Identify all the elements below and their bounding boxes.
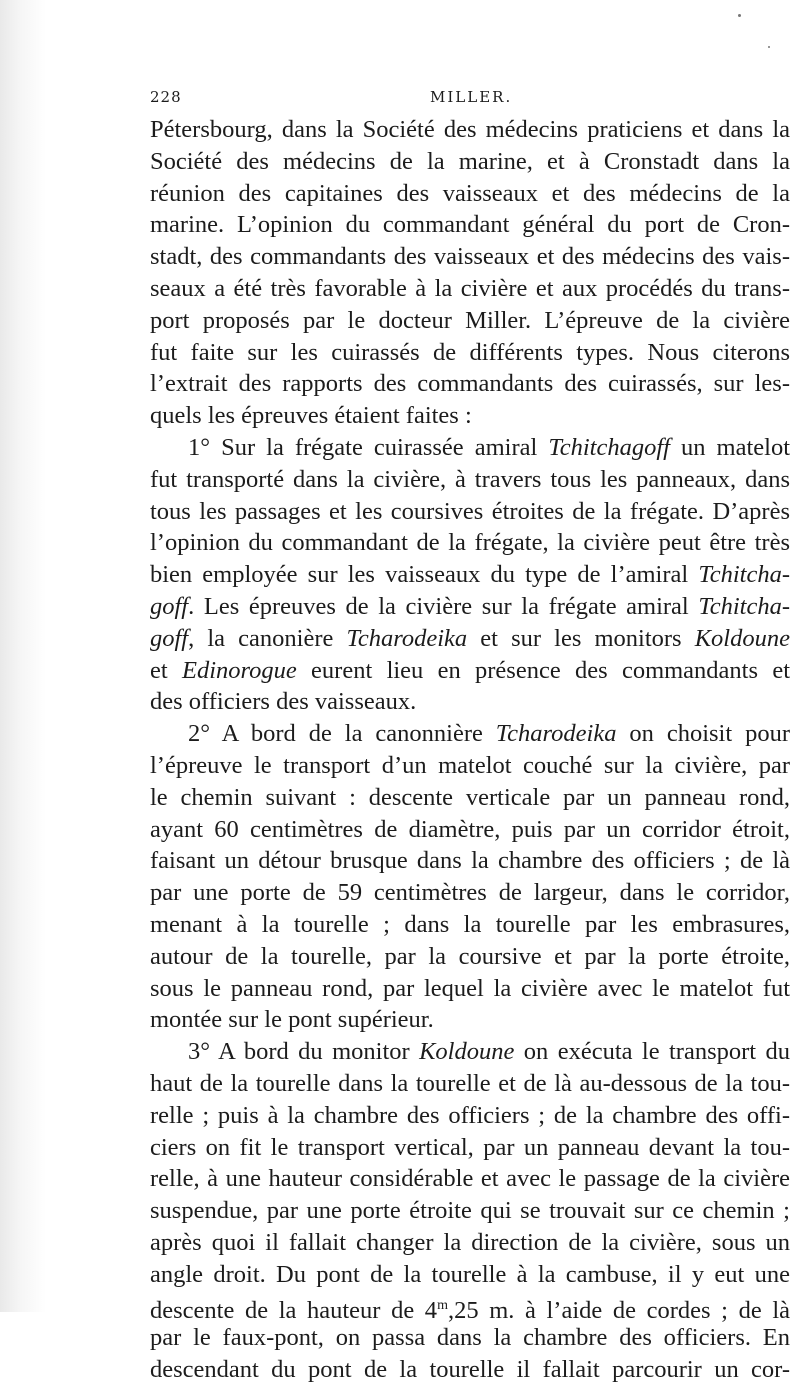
- text-line: [150, 559, 790, 591]
- text-line: [150, 432, 790, 464]
- text-line: [150, 1354, 790, 1386]
- text-run: quels les épreuves étaient faites :: [150, 402, 472, 430]
- text-line: [150, 1163, 790, 1195]
- text-run: réunion des capitaines des vaisseaux et des médecins de la: [150, 179, 790, 207]
- text-line: [150, 1100, 790, 1132]
- text-run: bien employée sur les vaisseaux du type de l’amiral: [150, 561, 699, 589]
- text-run: fut transporté dans la civière, à travers tous les panneaux, dans: [150, 465, 790, 493]
- body-text: [150, 114, 790, 1386]
- text-line: [150, 1036, 790, 1068]
- text-line: [150, 909, 790, 941]
- text-line: [150, 591, 790, 623]
- ship-name: goff: [150, 624, 189, 652]
- text-run: tous les passages et les coursives étroites de la frégate. D’après: [150, 497, 790, 525]
- text-line: [150, 941, 790, 973]
- text-run: haut de la tourelle dans la tourelle et de là au-dessous de la tou-: [150, 1069, 790, 1097]
- text-line: [150, 845, 790, 877]
- text-line: [150, 114, 790, 146]
- text-line: [150, 686, 790, 718]
- text-line: [150, 623, 790, 655]
- text-line: [150, 400, 790, 432]
- text-run: . Les épreuves de la civière sur la frégate amiral: [188, 592, 699, 620]
- text-run: 3° A bord du monitor: [188, 1038, 420, 1066]
- text-run: relle, à une hauteur considérable et avec le passage de la civière: [150, 1165, 790, 1193]
- page-header: [150, 88, 790, 112]
- text-line: [150, 1322, 790, 1354]
- ship-name: Tcharodeika: [346, 624, 468, 652]
- ship-name: goff: [150, 592, 189, 620]
- page-number: 228: [150, 88, 182, 106]
- text-run: seaux a été très favorable à la civière et aux procédés du trans-: [150, 274, 790, 302]
- text-line: [150, 273, 790, 305]
- text-run: des officiers des vaisseaux.: [150, 688, 417, 716]
- text-line: [150, 1259, 790, 1291]
- text-line: [150, 305, 790, 337]
- text-line: [150, 464, 790, 496]
- text-run: montée sur le pont supérieur.: [150, 1006, 434, 1034]
- text-line: [150, 973, 790, 1005]
- text-line: [150, 718, 790, 750]
- text-line: [150, 750, 790, 782]
- text-line: [150, 1195, 790, 1227]
- text-run: ciers on fit le transport vertical, par un panneau devant la tou-: [150, 1133, 790, 1161]
- text-line: [150, 1004, 790, 1036]
- text-run: après quoi il fallait changer la direction de la civière, sous un: [150, 1228, 790, 1256]
- text-run: l’extrait des rapports des commandants des cuirassés, sur les-: [150, 370, 790, 398]
- text-line: [150, 1227, 790, 1259]
- text-run: , la canonière: [188, 624, 347, 652]
- text-line: [150, 337, 790, 369]
- text-run: sous le panneau rond, par lequel la civière avec le matelot fut: [150, 974, 790, 1002]
- ship-name: Tchitcha-: [698, 592, 790, 620]
- text-run: et: [150, 656, 182, 684]
- text-line: [150, 368, 790, 400]
- text-run: Société des médecins de la marine, et à Cronstadt dans la: [150, 147, 790, 175]
- text-line: [150, 877, 790, 909]
- text-run: ayant 60 centimètres de diamètre, puis par un corridor étroit,: [150, 815, 790, 843]
- text-run: port proposés par le docteur Miller. L’épreuve de la civière: [150, 306, 790, 334]
- text-run: on choisit pour: [616, 720, 790, 748]
- text-run: faisant un détour brusque dans la chambre des officiers ; de là: [150, 847, 790, 875]
- text-line: [150, 496, 790, 528]
- text-line: [150, 241, 790, 273]
- ship-name: Edinorogue: [181, 656, 297, 684]
- text-run: marine. L’opinion du commandant général du port de Cron-: [150, 211, 790, 239]
- text-run: l’opinion du commandant de la frégate, la civière peut être très: [150, 529, 790, 557]
- text-run: angle droit. Du pont de la tourelle à la cambuse, il y eut une: [150, 1260, 790, 1288]
- running-title: MILLER.: [430, 88, 513, 106]
- text-run: l’épreuve le transport d’un matelot couché sur la civière, par: [150, 751, 790, 779]
- text-run: on exécuta le transport du: [514, 1038, 791, 1066]
- text-run: eurent lieu en présence des commandants et: [296, 656, 791, 684]
- ship-name: Tchitchagoff: [548, 433, 670, 461]
- text-line: [150, 782, 790, 814]
- text-run: ,25 m. à l’aide de cordes ; de là: [447, 1297, 790, 1325]
- unit-superscript: m: [437, 1298, 448, 1314]
- text-line: [150, 178, 790, 210]
- text-run: descente de la hauteur de 4: [150, 1297, 438, 1325]
- text-run: stadt, des commandants des vaisseaux et des médecins des vais-: [150, 243, 790, 271]
- text-run: menant à la tourelle ; dans la tourelle par les embrasures,: [150, 910, 790, 938]
- text-run: 1° Sur la frégate cuirassée amiral: [188, 433, 549, 461]
- text-line: [150, 209, 790, 241]
- text-run: fut faite sur les cuirassés de différents types. Nous citerons: [150, 338, 790, 366]
- text-line: [150, 146, 790, 178]
- text-run: Pétersbourg, dans la Société des médecins praticiens et dans la: [150, 116, 790, 143]
- text-line: [150, 1068, 790, 1100]
- text-line: [150, 527, 790, 559]
- ship-name: Tcharodeika: [495, 720, 617, 748]
- text-line: [150, 655, 790, 687]
- page-edge-shadow: [0, 0, 46, 1312]
- text-run: par le faux-pont, on passa dans la chambre des officiers. En: [150, 1324, 790, 1352]
- text-line: [150, 1132, 790, 1164]
- text-run: descendant du pont de la tourelle il fallait parcourir un cor-: [150, 1356, 790, 1384]
- text-run: et sur les monitors: [467, 624, 695, 652]
- text-run: un matelot: [669, 433, 790, 461]
- text-run: 2° A bord de la canonnière: [188, 720, 496, 748]
- paper-speck: [738, 14, 741, 17]
- ship-name: Koldoune: [419, 1038, 515, 1066]
- paper-speck: [768, 46, 770, 48]
- text-run: relle ; puis à la chambre des officiers ; de la chambre des offi-: [150, 1101, 790, 1129]
- text-line: [150, 1290, 790, 1325]
- ship-name: Koldoune: [694, 624, 790, 652]
- text-run: le chemin suivant : descente verticale par un panneau rond,: [150, 783, 790, 811]
- ship-name: Tchitcha-: [698, 561, 790, 589]
- text-run: suspendue, par une porte étroite qui se trouvait sur ce chemin ;: [150, 1197, 790, 1225]
- text-run: autour de la tourelle, par la coursive et par la porte étroite,: [150, 942, 790, 970]
- text-line: [150, 814, 790, 846]
- text-run: par une porte de 59 centimètres de largeur, dans le corridor,: [150, 879, 790, 907]
